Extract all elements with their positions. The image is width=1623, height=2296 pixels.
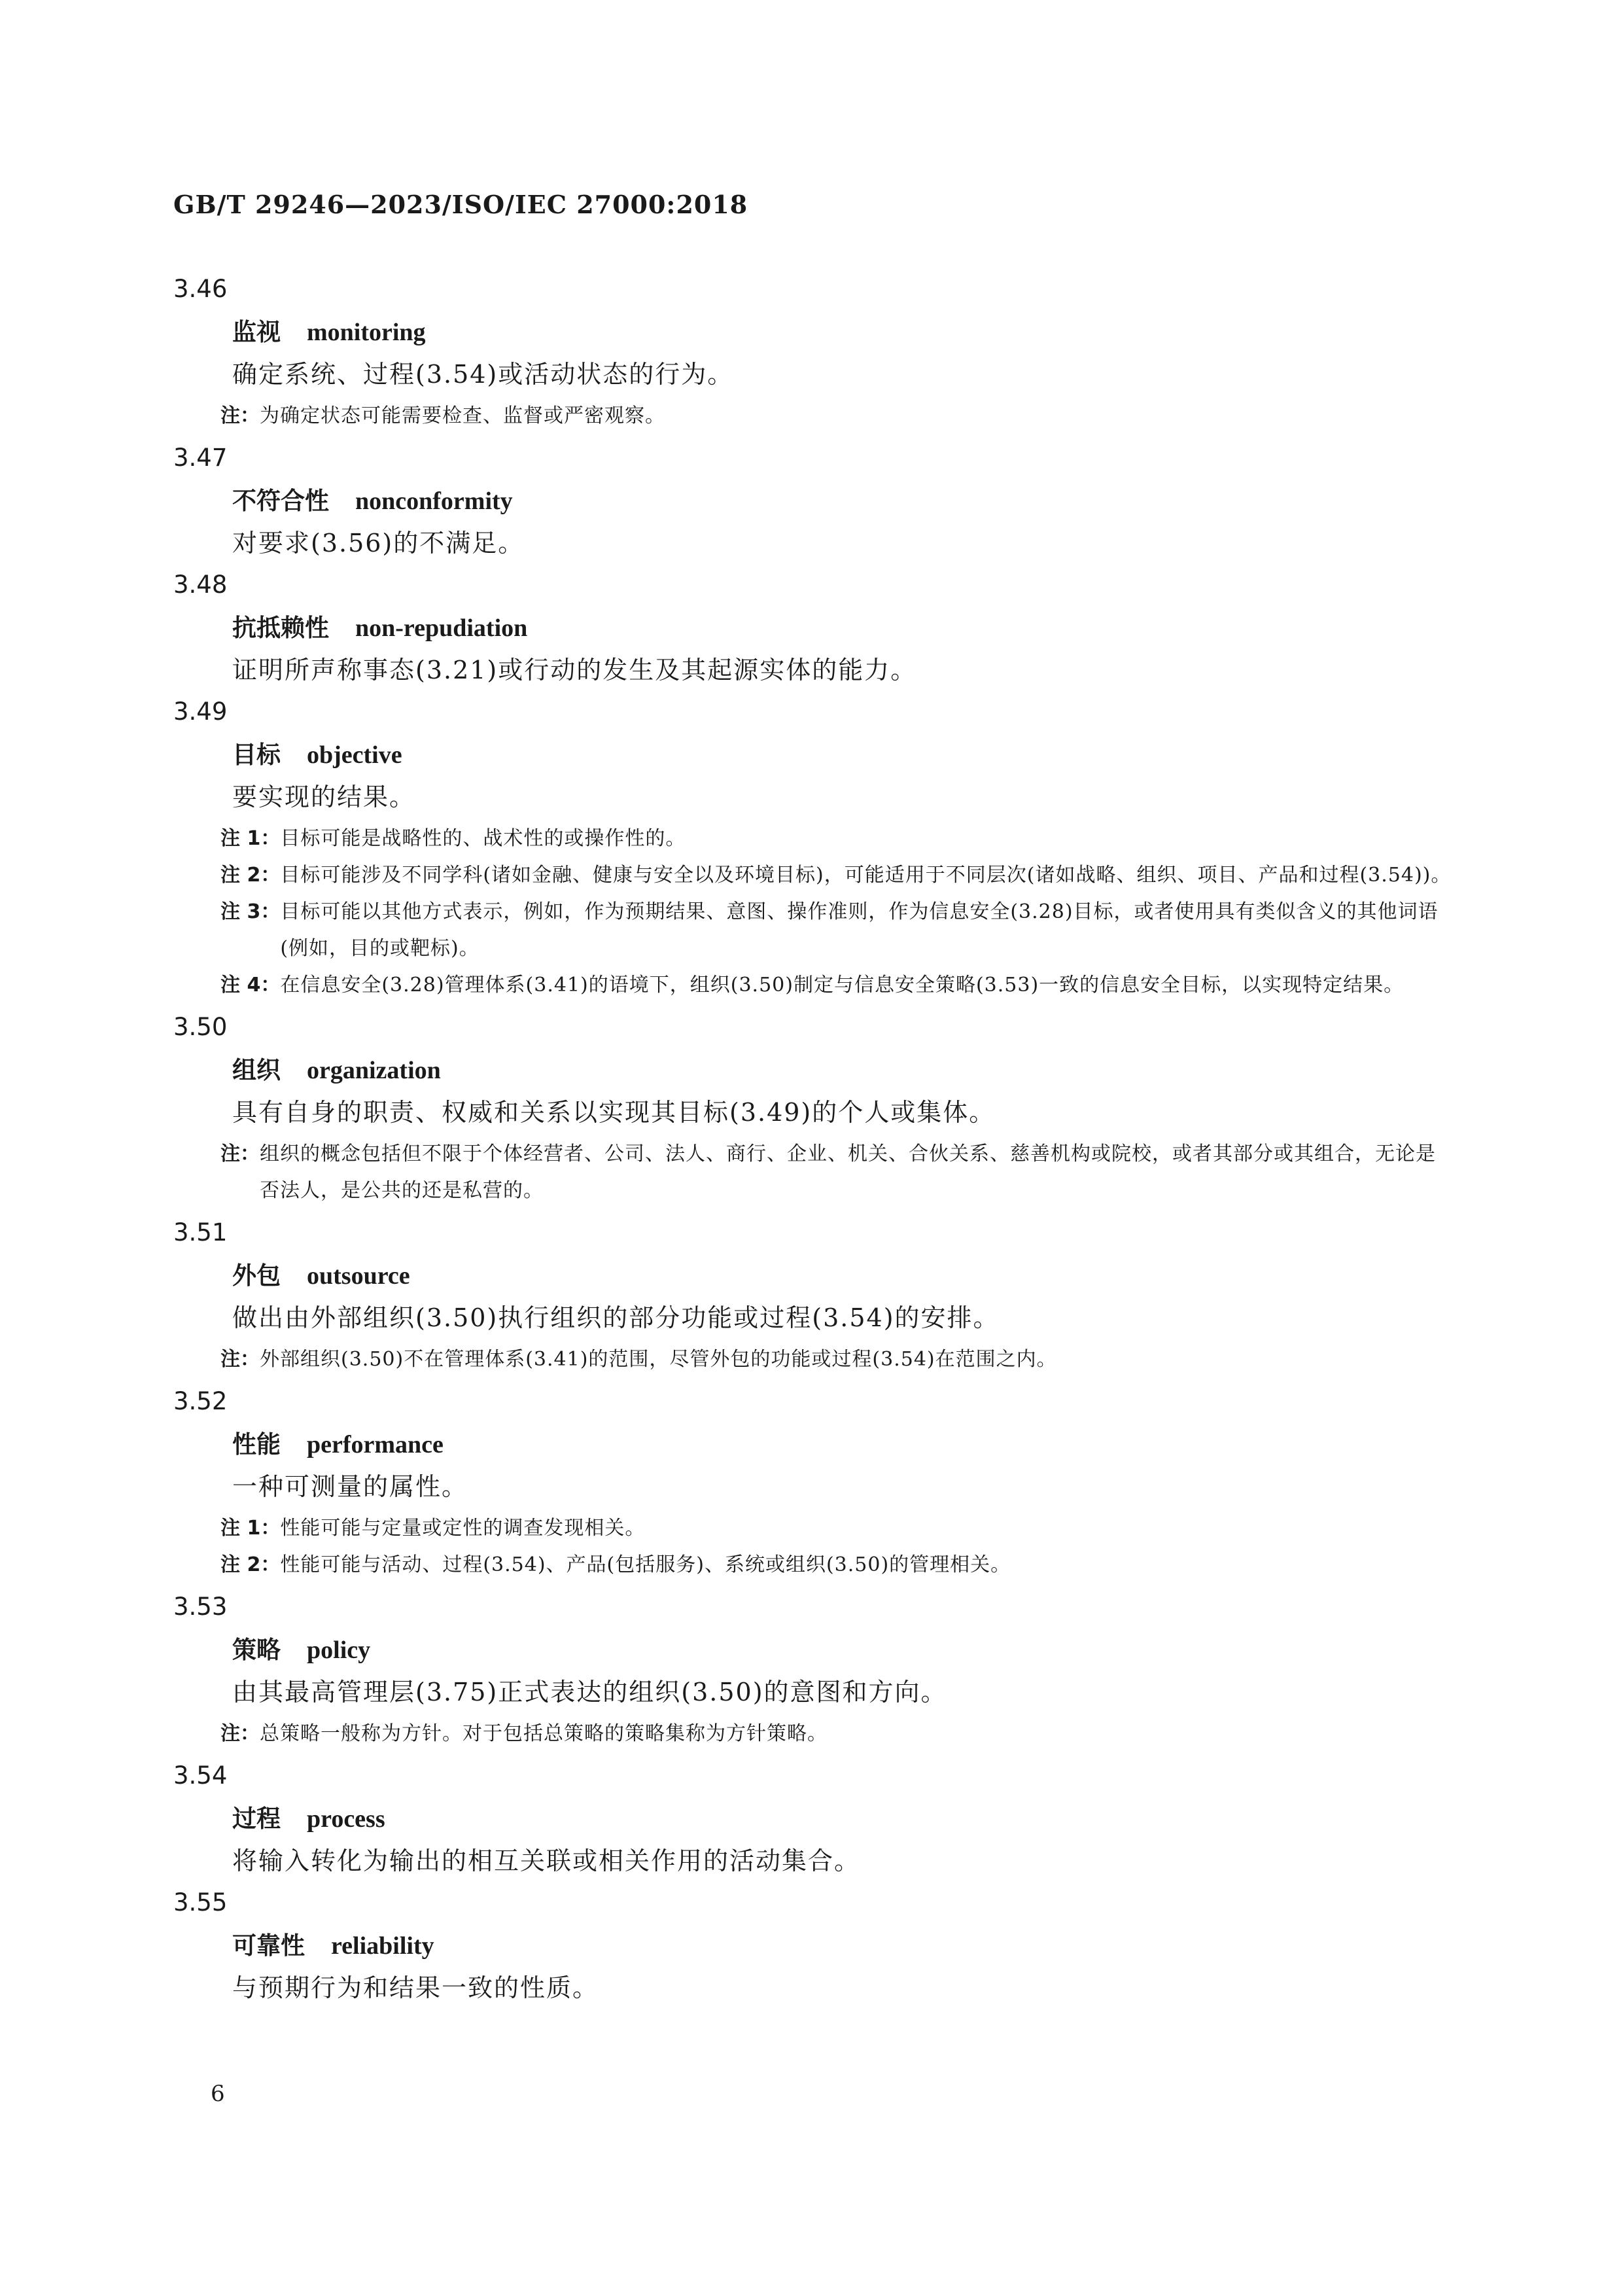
note-text: 在信息安全(3.28)管理体系(3.41)的语境下，组织(3.50)制定与信息安全策略(3.53)一致的信息安全目标，以实现特定结果。 — [280, 974, 1405, 997]
note-text: 组织的概念包括但不限于个体经营者、公司、法人、商行、企业、机关、合伙关系、慈善机构或院校，或者其部分或其组合，无论是否法人，是公共的还是私营的。 — [260, 1142, 1436, 1202]
term-heading — [232, 1628, 1456, 1671]
note-text: 总策略一般称为方针。对于包括总策略的策略集称为方针策略。 — [260, 1722, 828, 1745]
term-english: objective — [307, 741, 402, 769]
entry-number: 3.49 — [173, 698, 228, 726]
term-heading — [232, 1048, 1456, 1091]
term-chinese: 策略 — [232, 1636, 281, 1664]
entry-number: 3.54 — [173, 1761, 228, 1790]
term-heading — [232, 733, 1456, 776]
term-english: reliability — [331, 1932, 434, 1960]
term-english: policy — [307, 1636, 371, 1664]
term-entry — [173, 1381, 1456, 1583]
term-chinese: 目标 — [232, 741, 281, 769]
term-entry — [173, 437, 1456, 564]
term-notes — [173, 1716, 1456, 1752]
note — [220, 1341, 1456, 1378]
page-number: 6 — [211, 2081, 225, 2107]
term-chinese: 性能 — [232, 1430, 281, 1458]
note-label: 注 1： — [220, 827, 281, 850]
term-entry — [173, 1212, 1456, 1378]
term-chinese: 不符合性 — [232, 487, 329, 515]
document-body — [173, 268, 1456, 2009]
term-definition: 一种可测量的属性。 — [232, 1472, 468, 1501]
term-heading — [232, 479, 1456, 522]
term-definition: 对要求(3.56)的不满足。 — [232, 529, 525, 557]
note — [220, 857, 1456, 894]
term-definition: 证明所声称事态(3.21)或行动的发生及其起源实体的能力。 — [232, 656, 917, 684]
note-label: 注 1： — [220, 1517, 281, 1540]
note-text: 目标可能涉及不同学科(诸如金融、健康与安全以及环境目标)，可能适用于不同层次(诸如战略、组织、项目、产品和过程(3.54))。 — [280, 864, 1452, 887]
term-heading — [232, 1422, 1456, 1466]
term-chinese: 监视 — [232, 318, 281, 346]
entry-number: 3.46 — [173, 275, 228, 303]
entry-number: 3.53 — [173, 1593, 228, 1621]
note — [220, 398, 1456, 434]
term-entry — [173, 1006, 1456, 1209]
entry-number: 3.50 — [173, 1013, 228, 1041]
note-label: 注： — [220, 1722, 260, 1745]
term-entry — [173, 1586, 1456, 1752]
term-heading — [232, 1254, 1456, 1297]
note-text: 性能可能与活动、过程(3.54)、产品(包括服务)、系统或组织(3.50)的管理相关。 — [280, 1553, 1011, 1576]
term-english: organization — [307, 1057, 441, 1084]
note-label: 注： — [220, 1348, 260, 1371]
entry-number: 3.52 — [173, 1387, 228, 1415]
note-text: 为确定状态可能需要检查、监督或严密观察。 — [260, 404, 665, 427]
term-english: monitoring — [307, 319, 426, 346]
term-definition: 做出由外部组织(3.50)执行组织的部分功能或过程(3.54)的安排。 — [232, 1303, 1000, 1332]
note-label: 注 2： — [220, 864, 281, 887]
term-heading — [232, 1797, 1456, 1840]
term-definition: 要实现的结果。 — [232, 783, 416, 811]
entry-number: 3.55 — [173, 1888, 228, 1916]
note-label: 注： — [220, 404, 260, 427]
term-heading — [232, 606, 1456, 649]
term-english: process — [307, 1805, 385, 1833]
note-text: 外部组织(3.50)不在管理体系(3.41)的范围，尽管外包的功能或过程(3.54)在范围之内。 — [260, 1348, 1057, 1371]
term-entry — [173, 691, 1456, 1004]
note-text: 目标可能以其他方式表示，例如，作为预期结果、意图、操作准则，作为信息安全(3.28)目标，或者使用具有类似含义的其他词语(例如，目的或靶标)。 — [280, 900, 1439, 960]
term-chinese: 过程 — [232, 1805, 281, 1833]
term-english: nonconformity — [355, 487, 513, 515]
term-notes — [173, 821, 1456, 1004]
term-english: performance — [307, 1431, 444, 1458]
note — [220, 1716, 1456, 1752]
note-text: 性能可能与定量或定性的调查发现相关。 — [280, 1517, 646, 1540]
term-chinese: 组织 — [232, 1056, 281, 1084]
term-entry — [173, 564, 1456, 691]
term-definition: 确定系统、过程(3.54)或活动状态的行为。 — [232, 360, 734, 389]
note-label: 注 4： — [220, 974, 281, 997]
page-header: GB/T 29246—2023/ISO/IEC 27000:2018 — [173, 190, 748, 219]
note — [220, 1510, 1456, 1547]
term-definition: 具有自身的职责、权威和关系以实现其目标(3.49)的个人或集体。 — [232, 1098, 996, 1127]
term-english: non-repudiation — [355, 614, 528, 642]
term-chinese: 外包 — [232, 1262, 281, 1290]
note-label: 注 2： — [220, 1553, 281, 1576]
note-label: 注： — [220, 1142, 260, 1165]
term-notes — [173, 398, 1456, 434]
note — [220, 894, 1456, 967]
note — [220, 1136, 1456, 1209]
term-notes — [173, 1510, 1456, 1583]
note — [220, 1547, 1456, 1583]
term-notes — [173, 1136, 1456, 1209]
term-definition: 由其最高管理层(3.75)正式表达的组织(3.50)的意图和方向。 — [232, 1678, 947, 1706]
note-text: 目标可能是战略性的、战术性的或操作性的。 — [280, 827, 686, 850]
term-chinese: 抗抵赖性 — [232, 614, 329, 642]
term-chinese: 可靠性 — [232, 1932, 305, 1960]
note-label: 注 3： — [220, 900, 281, 923]
entry-number: 3.47 — [173, 444, 228, 472]
term-entry — [173, 1755, 1456, 1882]
note — [220, 821, 1456, 857]
term-english: outsource — [307, 1262, 410, 1290]
term-heading — [232, 1924, 1456, 1967]
term-heading — [232, 310, 1456, 353]
entry-number: 3.51 — [173, 1218, 228, 1246]
term-notes — [173, 1341, 1456, 1378]
term-entry — [173, 1882, 1456, 2009]
entry-number: 3.48 — [173, 571, 228, 599]
note — [220, 967, 1456, 1004]
term-entry — [173, 268, 1456, 434]
term-definition: 将输入转化为输出的相互关联或相关作用的活动集合。 — [232, 1846, 861, 1875]
term-definition: 与预期行为和结果一致的性质。 — [232, 1973, 599, 2002]
